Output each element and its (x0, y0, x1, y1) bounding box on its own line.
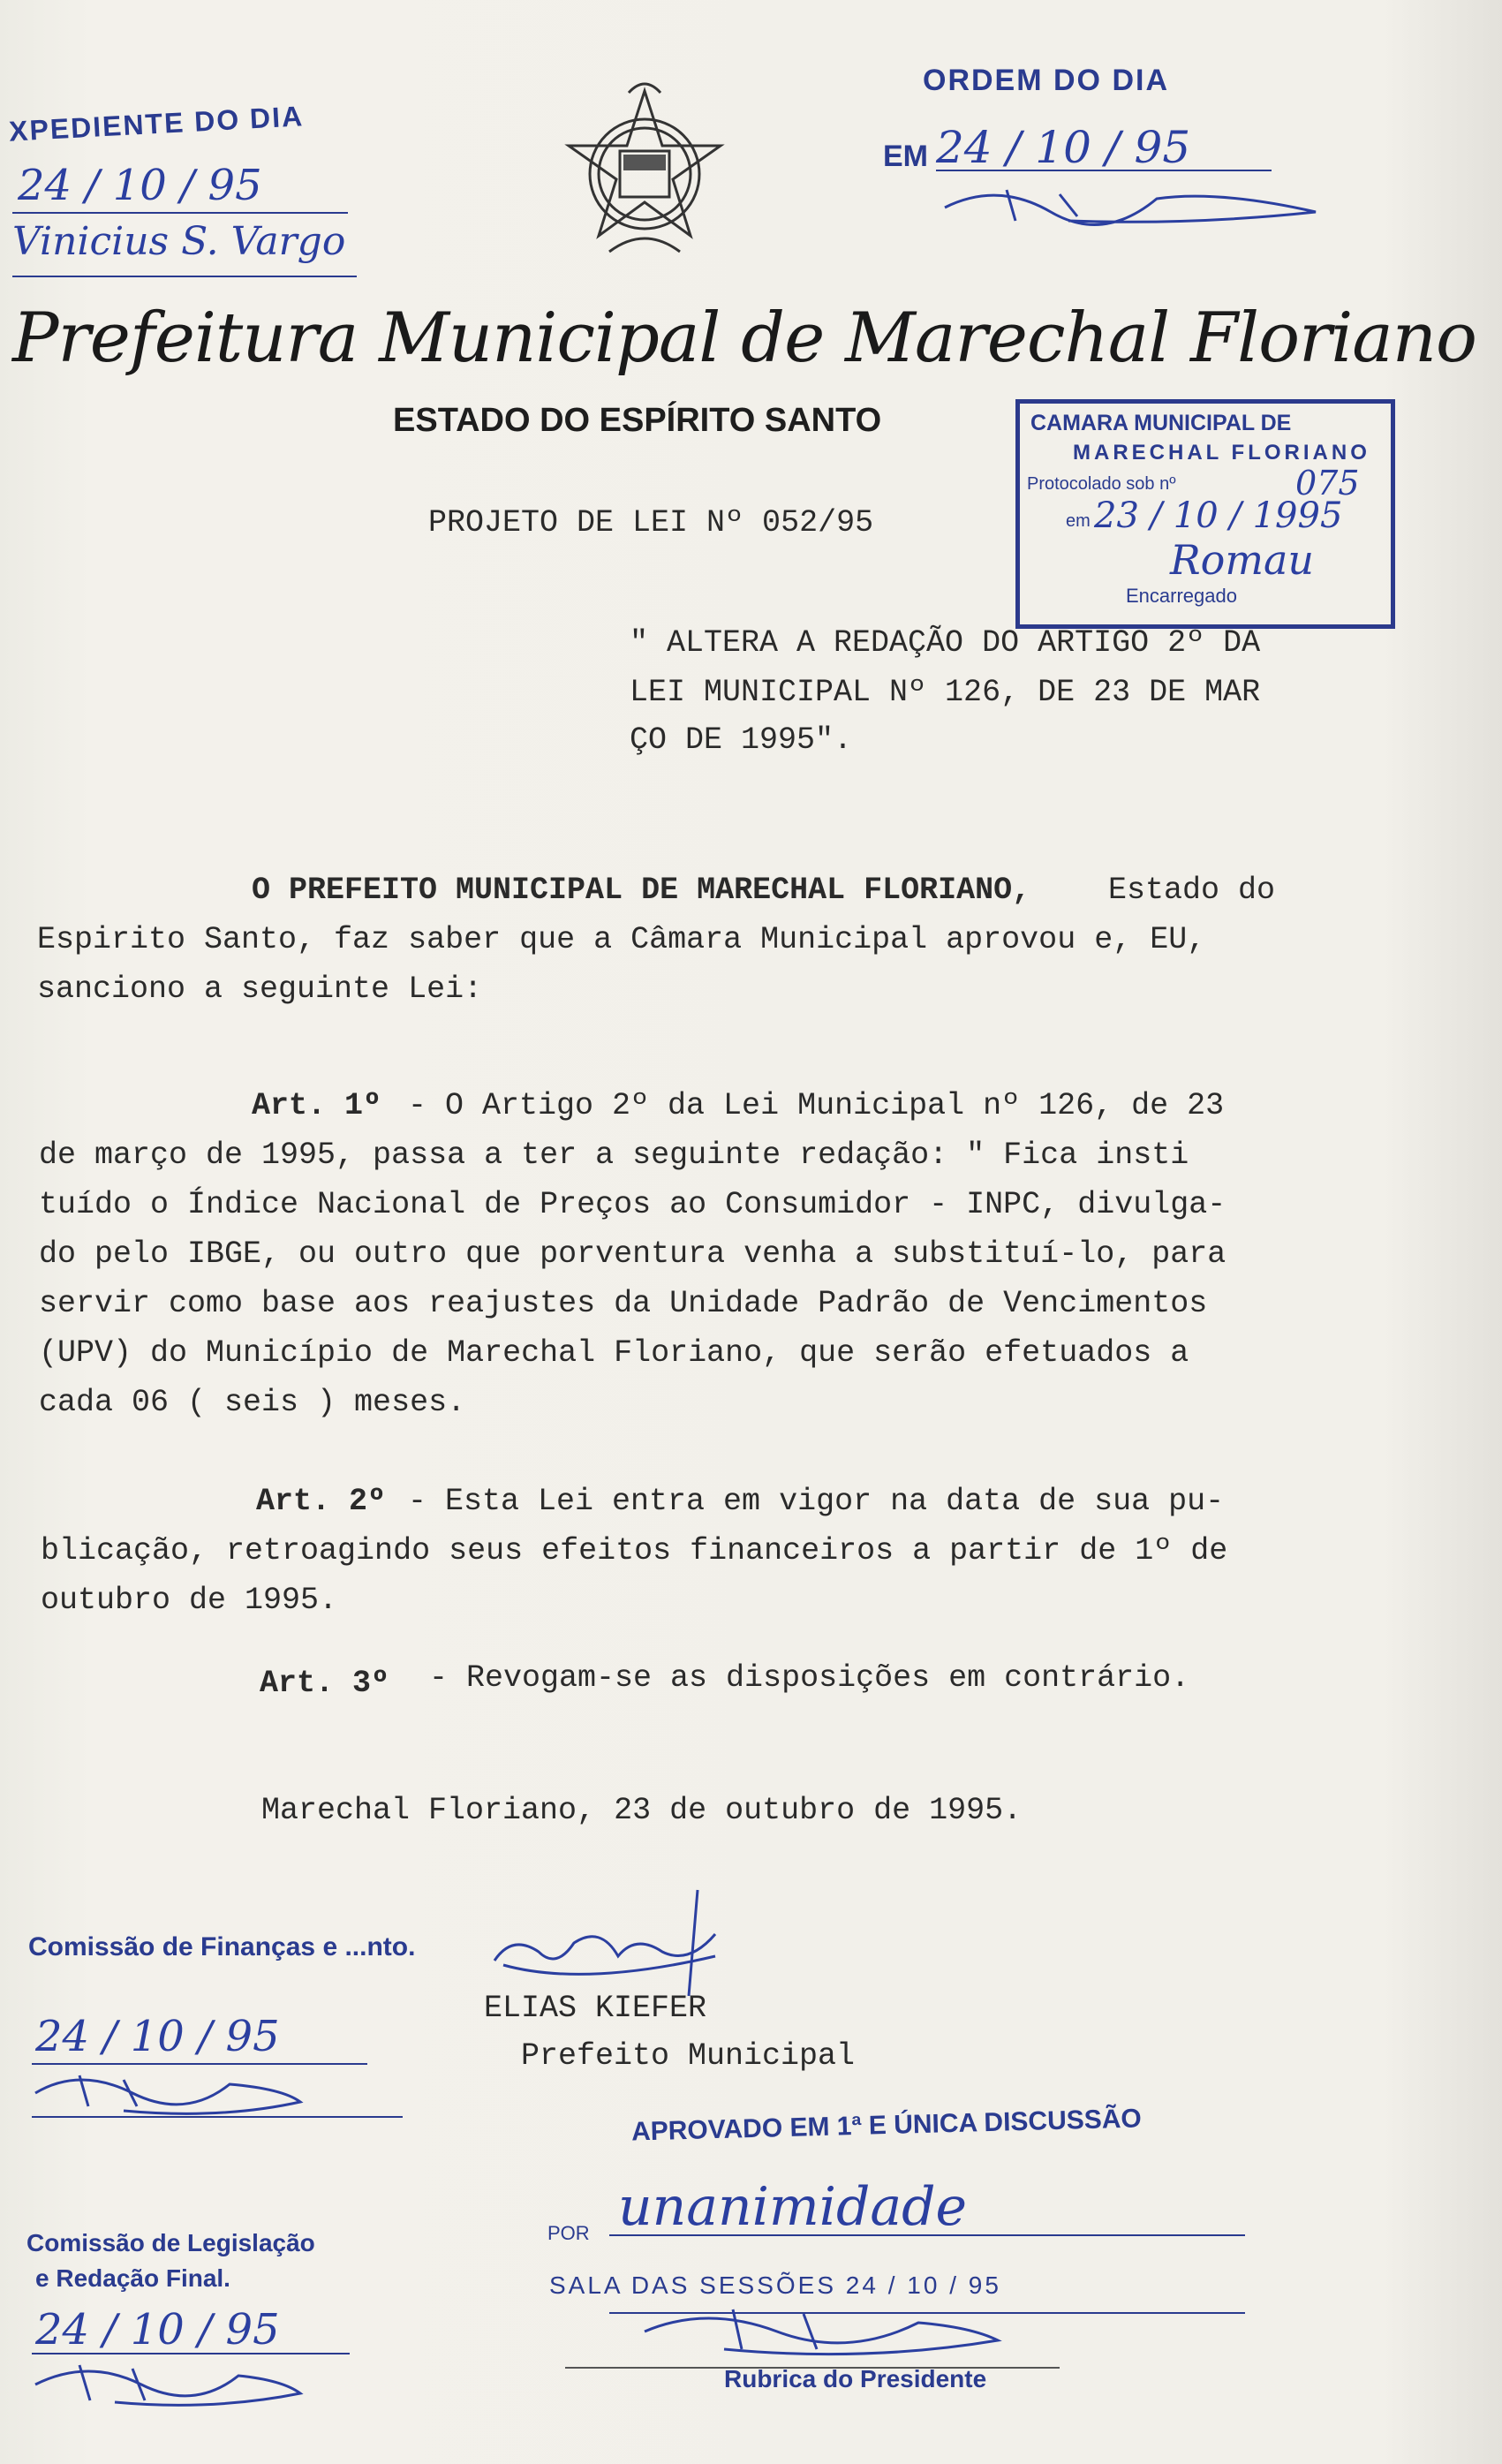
ordem-stamp-label: ORDEM DO DIA (923, 64, 1169, 97)
aprovado-line2-value: unanimidade (618, 2176, 968, 2238)
aprovado-line3: SALA DAS SESSÕES 24 / 10 / 95 (549, 2271, 1001, 2299)
legislacao-label1: Comissão de Legislação (26, 2229, 315, 2256)
aprovado-line1: APROVADO EM 1ª E ÚNICA DISCUSSÃO (630, 2104, 1143, 2147)
signer-name: ELIAS KIEFER (484, 1991, 707, 2026)
state-name: ESTADO DO ESPÍRITO SANTO (393, 402, 882, 439)
expediente-date-line (12, 212, 348, 214)
ordem-date-line (936, 170, 1272, 171)
preamble-bold-text: O PREFEITO MUNICIPAL DE MARECHAL FLORIANO, (252, 873, 1031, 908)
financas-signature-line (32, 2116, 403, 2118)
protocol-stamp-box (1015, 399, 1395, 629)
art1-line7: cada 06 ( seis ) meses. (39, 1385, 466, 1420)
mayor-signature-scribble (477, 1881, 742, 2005)
art1-line6: (UPV) do Município de Marechal Floriano, que serão efetuados a (39, 1335, 1189, 1371)
legislacao-date: 24 / 10 / 95 (35, 2305, 280, 2354)
protocol-footer: Encarregado (1126, 585, 1237, 607)
aprovado-value-line (609, 2234, 1245, 2236)
ementa-line3: ÇO DE 1995". (630, 722, 853, 758)
legislacao-signature-scribble (26, 2349, 309, 2420)
art1-line2: de março de 1995, passa a ter a seguinte redação: " Fica insti (39, 1138, 1189, 1173)
protocol-line4-prefix: em (1066, 511, 1091, 531)
ordem-stamp-date: 24 / 10 / 95 (936, 122, 1191, 173)
ementa-line1: " ALTERA A REDAÇÃO DO ARTIGO 2º DA (630, 625, 1261, 661)
aprovado-line2-prefix: POR (547, 2222, 590, 2244)
institution-title: Prefeitura Municipal de Marechal Floriano (12, 299, 1476, 378)
aprovado-signature-scribble (636, 2287, 1007, 2367)
protocol-number: 075 (1295, 464, 1360, 503)
protocol-signature: Romau (1170, 536, 1314, 584)
art2-line2: blicação, retroagindo seus efeitos financeiros a partir de 1º de (41, 1533, 1228, 1568)
art1-label: Art. 1º (252, 1088, 382, 1123)
art2-line3: outubro de 1995. (41, 1583, 338, 1618)
expediente-signature-line (12, 276, 357, 277)
art1-line5: servir como base aos reajustes da Unidade Padrão de Vencimentos (39, 1286, 1208, 1321)
expediente-stamp-label: XPEDIENTE DO DIA (8, 100, 305, 147)
ementa-line2: LEI MUNICIPAL Nº 126, DE 23 DE MAR (630, 675, 1261, 710)
aprovado-footer: Rubrica do Presidente (724, 2365, 987, 2392)
expediente-signature: Vinicius S. Vargo (12, 219, 346, 264)
art3-label: Art. 3º (260, 1666, 390, 1701)
art2-label: Art. 2º (256, 1484, 387, 1519)
coat-of-arms-emblem (547, 75, 742, 269)
art1-line1: - O Artigo 2º da Lei Municipal nº 126, de 23 (408, 1088, 1225, 1123)
financas-stamp-label: Comissão de Finanças e ...nto. (28, 1932, 416, 1961)
project-number: PROJETO DE LEI Nº 052/95 (428, 505, 874, 540)
preamble-line3: sanciono a seguinte Lei: (37, 971, 483, 1007)
protocol-line2: MARECHAL FLORIANO (1073, 441, 1370, 465)
art2-line1: - Esta Lei entra em vigor na data de sua pu- (408, 1484, 1225, 1519)
preamble-line2: Espirito Santo, faz saber que a Câmara Municipal aprovou e, EU, (37, 922, 1206, 957)
art1-line3: tuído o Índice Nacional de Preços ao Consumidor - INPC, divulga- (39, 1187, 1227, 1222)
protocol-line3-prefix: Protocolado sob nº (1027, 474, 1176, 494)
financas-signature-scribble (26, 2058, 318, 2128)
ordem-stamp-em: EM (883, 140, 928, 173)
preamble-line1-rest: Estado do (1108, 873, 1276, 908)
art3-line1: - Revogam-se as disposições em contrário. (429, 1660, 1190, 1696)
preamble-bold (252, 873, 1030, 908)
protocol-date: 23 / 10 / 1995 (1094, 495, 1343, 536)
financas-stamp-date: 24 / 10 / 95 (35, 2012, 280, 2061)
closing-date-line: Marechal Floriano, 23 de outubro de 1995. (261, 1793, 1023, 1828)
protocol-line1: CAMARA MUNICIPAL DE (1030, 411, 1292, 435)
signer-title: Prefeito Municipal (521, 2038, 856, 2074)
legislacao-label2: e Redação Final. (35, 2264, 230, 2292)
expediente-stamp-date: 24 / 10 / 95 (18, 161, 262, 210)
ordem-signature-scribble (927, 172, 1325, 234)
art1-line4: do pelo IBGE, ou outro que porventura venha a substituí-lo, para (39, 1236, 1227, 1272)
